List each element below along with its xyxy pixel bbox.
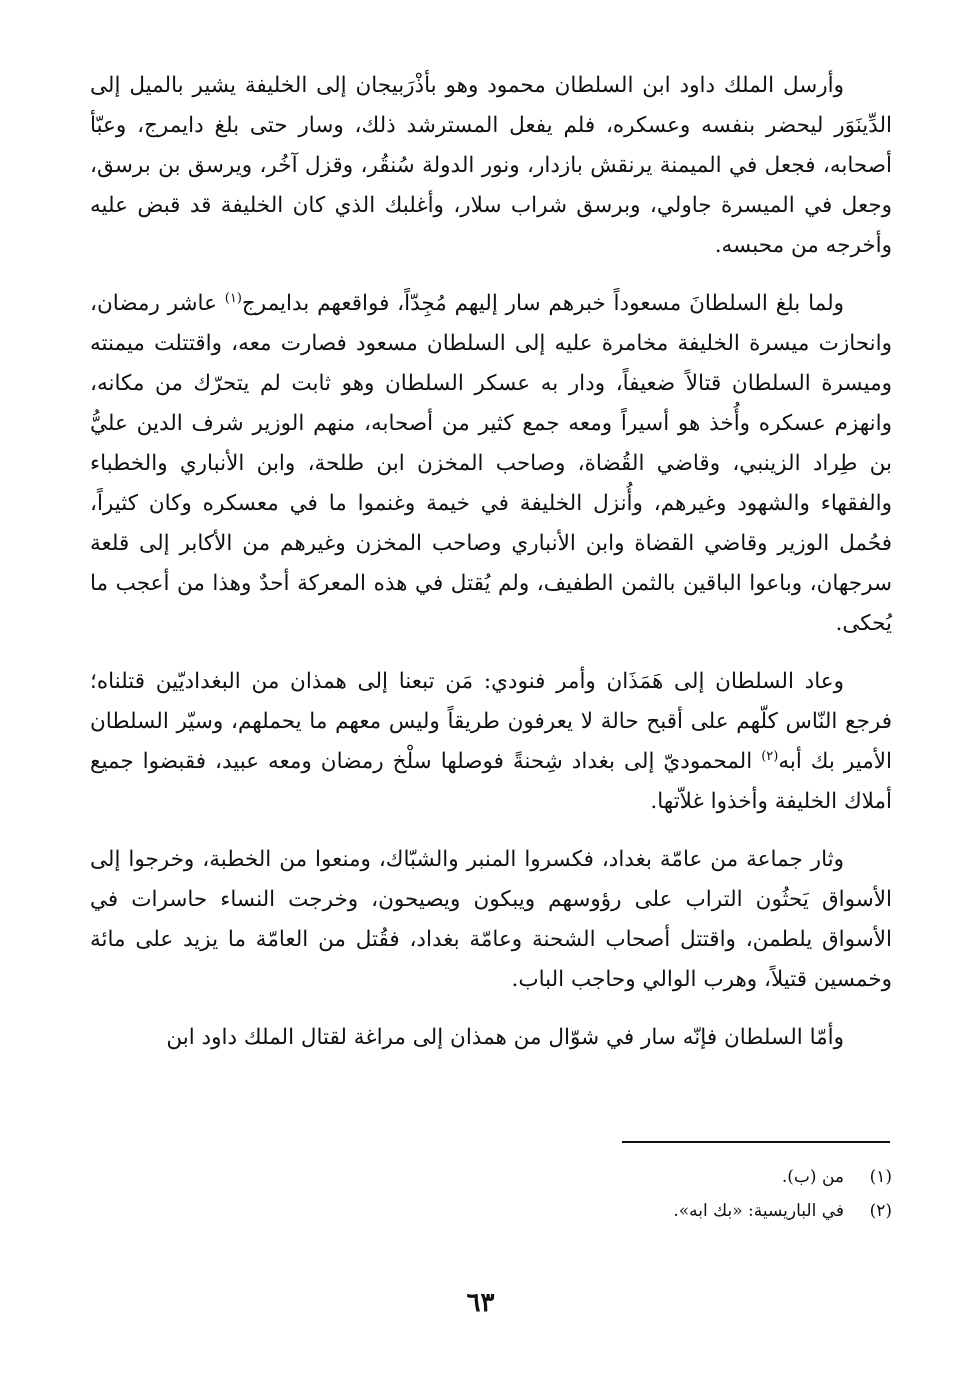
footnote-ref-2[interactable]: (٢): [761, 748, 779, 764]
paragraph-2-part-1: ولما بلغ السلطانَ مسعوداً خبرهم سار إليهم مُجِدّاً، فواقعهم بدايمرج: [241, 291, 845, 316]
footnote-number: (٢): [869, 1201, 892, 1221]
footnote-number: (١): [869, 1167, 892, 1187]
paragraph-2: [90, 284, 892, 644]
footnote-1: [90, 1160, 892, 1194]
paragraph-3: [90, 662, 892, 822]
footnote-text: من (ب).: [781, 1167, 844, 1187]
page-number: ٦٣: [466, 1288, 495, 1318]
footnotes: [90, 1160, 892, 1228]
footnote-2: [90, 1194, 892, 1228]
paragraph-3-part-2: المحموديّ إلى بغداد شِحنةً فوصلها سلْخ رمضان ومعه عبيد، فقبضوا جميع أملاك الخليفة وأخذوا غلاّتها.: [90, 749, 892, 814]
footnote-ref-1[interactable]: (١): [224, 290, 242, 306]
footnote-separator: [622, 1141, 890, 1143]
paragraph-1: وأرسل الملك داود ابن السلطان محمود وهو بأذْرَبيجان إلى الخليفة يشير بالميل إلى الدِّينَوَر ليحضر بنفسه وعسكره، فلم يفعل المسترشد ذلك، وسار حتى بلغ دايمرج، وعبّأ أصحابه، فجعل في الميمنة يرنقش بازدار، ونور الدولة سُنقُر، وقزل آخُر، ويرسق بن برسق، وجعل في الميسرة جاولي، وبرسق شراب سلار، وأغلبك الذي كان الخليفة قد قبض عليه وأخرجه من محبسه.: [90, 73, 892, 258]
main-text: [90, 66, 892, 1076]
paragraph-5: وأمّا السلطان فإنّه سار في شوّال من همذان إلى مراغة لقتال الملك داود ابن: [166, 1025, 844, 1050]
paragraph-4: وثار جماعة من عامّة بغداد، فكسروا المنبر والشبّاك، ومنعوا من الخطبة، وخرجوا إلى الأسواق يَحثُون التراب على رؤوسهم ويبكون ويصيحون، وخرجت النساء حاسرات في الأسواق يلطمن، واقتتل أصحاب الشحنة وعامّة بغداد، فقُتل من العامّة ما يزيد على مائة وخمسين قتيلاً، وهرب الوالي وحاجب الباب.: [90, 847, 892, 992]
paragraph-3-part-1: وعاد السلطان إلى هَمَذَان وأمر فنودي: مَن تبعنا إلى همذان من البغداديّين قتلناه؛ فرجع النّاس كلّهم على أقبح حالة لا يعرفون طريقاً وليس معهم ما يحملهم، وسيّر السلطان الأمير بك أبه: [90, 669, 893, 774]
paragraph-2-part-2: عاشر رمضان، وانحازت ميسرة الخليفة مخامرة عليه إلى السلطان مسعود فصارت معه، واقتتلت ميمنته وميسرة السلطان قتالاً ضعيفاً، ودار به عسكر السلطان وهو ثابت لم يتحرّك من مكانه، وانهزم عسكره وأُخذ هو أسيراً ومعه جمع كثير من أصحابه، منهم الوزير شرف الدين عليُّ بن طِراد الزينبي، وقاضي القُضاة، وصاحب المخزن ابن طلحة، وابن الأنباري والخطباء والفقهاء والشهود وغيرهم، وأُنزل الخليفة في خيمة وغنموا ما في معسكره وكان كثيراً، فحُمل الوزير وقاضي القضاة وابن الأنباري وصاحب المخزن وغيرهم من الأكابر إلى قلعة سرجهان، وباعوا الباقين بالثمن الطفيف، ولم يُقتل في هذه المعركة أحدٌ وهذا من أعجب ما يُحكى.: [90, 291, 892, 636]
footnote-text: في الباريسية: «بك ابه».: [673, 1201, 844, 1221]
